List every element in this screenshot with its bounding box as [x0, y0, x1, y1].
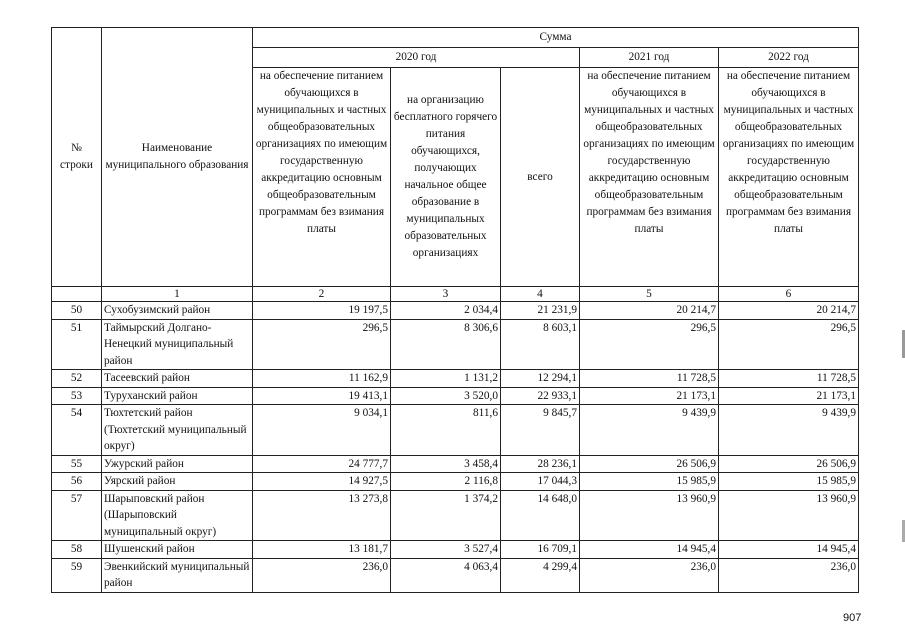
table-row — [52, 541, 859, 559]
value-2021: 236,0 — [580, 558, 719, 592]
table-row — [52, 455, 859, 473]
header-2020-pitanie: на обеспечение питанием обучающихся в муниципальных и частных общеобразовательных организациях по имеющим государственную аккредитацию основным общеобразовательным программам без взимания платы — [253, 68, 391, 287]
header-year-2021: 2021 год — [580, 48, 719, 68]
row-number: 53 — [52, 387, 102, 405]
municipality-name: Ужурский район — [102, 455, 253, 473]
row-number: 50 — [52, 302, 102, 320]
value-2020-goryachee: 2 034,4 — [391, 302, 501, 320]
value-2022: 9 439,9 — [719, 405, 859, 456]
col-number: 2 — [253, 287, 391, 302]
municipality-name: Шушенский район — [102, 541, 253, 559]
value-2022: 26 506,9 — [719, 455, 859, 473]
header-2020-vsego: всего — [501, 68, 580, 287]
value-2020-vsego: 14 648,0 — [501, 490, 580, 541]
value-2020-pitanie: 236,0 — [253, 558, 391, 592]
value-2020-vsego: 12 294,1 — [501, 370, 580, 388]
value-2021: 9 439,9 — [580, 405, 719, 456]
municipality-name: Уярский район — [102, 473, 253, 491]
value-2020-goryachee: 1 374,2 — [391, 490, 501, 541]
value-2020-pitanie: 24 777,7 — [253, 455, 391, 473]
value-2022: 14 945,4 — [719, 541, 859, 559]
value-2021: 13 960,9 — [580, 490, 719, 541]
row-number: 52 — [52, 370, 102, 388]
municipality-name: Таймырский Долгано-Ненецкий муниципальный район — [102, 319, 253, 370]
table-row — [52, 370, 859, 388]
row-number: 59 — [52, 558, 102, 592]
value-2020-pitanie: 14 927,5 — [253, 473, 391, 491]
value-2022: 20 214,7 — [719, 302, 859, 320]
row-number: 55 — [52, 455, 102, 473]
value-2020-vsego: 16 709,1 — [501, 541, 580, 559]
col-number: 5 — [580, 287, 719, 302]
row-number: 57 — [52, 490, 102, 541]
value-2020-goryachee: 811,6 — [391, 405, 501, 456]
value-2021: 26 506,9 — [580, 455, 719, 473]
value-2020-goryachee: 3 527,4 — [391, 541, 501, 559]
value-2020-goryachee: 3 458,4 — [391, 455, 501, 473]
value-2020-pitanie: 11 162,9 — [253, 370, 391, 388]
municipality-name: Туруханский район — [102, 387, 253, 405]
value-2020-vsego: 9 845,7 — [501, 405, 580, 456]
header-year-2020: 2020 год — [253, 48, 580, 68]
header-summa: Сумма — [253, 28, 859, 48]
table-row — [52, 302, 859, 320]
value-2022: 236,0 — [719, 558, 859, 592]
value-2021: 20 214,7 — [580, 302, 719, 320]
col-number: 1 — [102, 287, 253, 302]
value-2020-goryachee: 4 063,4 — [391, 558, 501, 592]
table-row — [52, 387, 859, 405]
col-number-blank — [52, 287, 102, 302]
value-2020-pitanie: 9 034,1 — [253, 405, 391, 456]
value-2022: 15 985,9 — [719, 473, 859, 491]
table-row — [52, 319, 859, 370]
municipality-name: Сухобузимский район — [102, 302, 253, 320]
municipality-name: Эвенкийский муниципальный район — [102, 558, 253, 592]
value-2020-vsego: 28 236,1 — [501, 455, 580, 473]
value-2021: 11 728,5 — [580, 370, 719, 388]
col-number: 3 — [391, 287, 501, 302]
table-row — [52, 473, 859, 491]
page-number: 907 — [843, 612, 862, 624]
row-number: 51 — [52, 319, 102, 370]
value-2020-goryachee: 1 131,2 — [391, 370, 501, 388]
value-2020-goryachee: 2 116,8 — [391, 473, 501, 491]
value-2020-pitanie: 296,5 — [253, 319, 391, 370]
header-2021-pitanie: на обеспечение питанием обучающихся в муниципальных и частных общеобразовательных организациях по имеющим государственную аккредитацию основным общеобразовательным программам без взимания платы — [580, 68, 719, 287]
value-2020-vsego: 4 299,4 — [501, 558, 580, 592]
row-number: 56 — [52, 473, 102, 491]
value-2020-vsego: 8 603,1 — [501, 319, 580, 370]
row-number: 58 — [52, 541, 102, 559]
value-2022: 11 728,5 — [719, 370, 859, 388]
value-2020-pitanie: 13 181,7 — [253, 541, 391, 559]
value-2020-pitanie: 13 273,8 — [253, 490, 391, 541]
value-2020-vsego: 22 933,1 — [501, 387, 580, 405]
value-2021: 21 173,1 — [580, 387, 719, 405]
value-2021: 296,5 — [580, 319, 719, 370]
table-row — [52, 490, 859, 541]
value-2020-vsego: 21 231,9 — [501, 302, 580, 320]
municipality-name: Тюхтетский район (Тюхтетский муниципальный округ) — [102, 405, 253, 456]
value-2021: 14 945,4 — [580, 541, 719, 559]
value-2022: 296,5 — [719, 319, 859, 370]
row-number: 54 — [52, 405, 102, 456]
header-row-number: № строки — [52, 28, 102, 287]
header-2022-pitanie: на обеспечение питанием обучающихся в муниципальных и частных общеобразовательных организациях по имеющим государственную аккредитацию основным общеобразовательным программам без взимания платы — [719, 68, 859, 287]
value-2022: 13 960,9 — [719, 490, 859, 541]
col-number: 4 — [501, 287, 580, 302]
municipality-name: Шарыповский район (Шарыповский муниципальный округ) — [102, 490, 253, 541]
value-2020-goryachee: 8 306,6 — [391, 319, 501, 370]
table-row — [52, 558, 859, 592]
header-2020-goryachee: на организацию бесплатного горячего питания обучающихся, получающих начальное общее образование в муниципальных образовательных организациях — [391, 68, 501, 287]
table-row — [52, 405, 859, 456]
value-2020-goryachee: 3 520,0 — [391, 387, 501, 405]
value-2020-vsego: 17 044,3 — [501, 473, 580, 491]
value-2020-pitanie: 19 197,5 — [253, 302, 391, 320]
value-2020-pitanie: 19 413,1 — [253, 387, 391, 405]
header-municipality-name: Наименование муниципального образования — [102, 28, 253, 287]
value-2021: 15 985,9 — [580, 473, 719, 491]
value-2022: 21 173,1 — [719, 387, 859, 405]
header-year-2022: 2022 год — [719, 48, 859, 68]
municipality-name: Тасеевский район — [102, 370, 253, 388]
col-number: 6 — [719, 287, 859, 302]
budget-table — [51, 27, 859, 593]
